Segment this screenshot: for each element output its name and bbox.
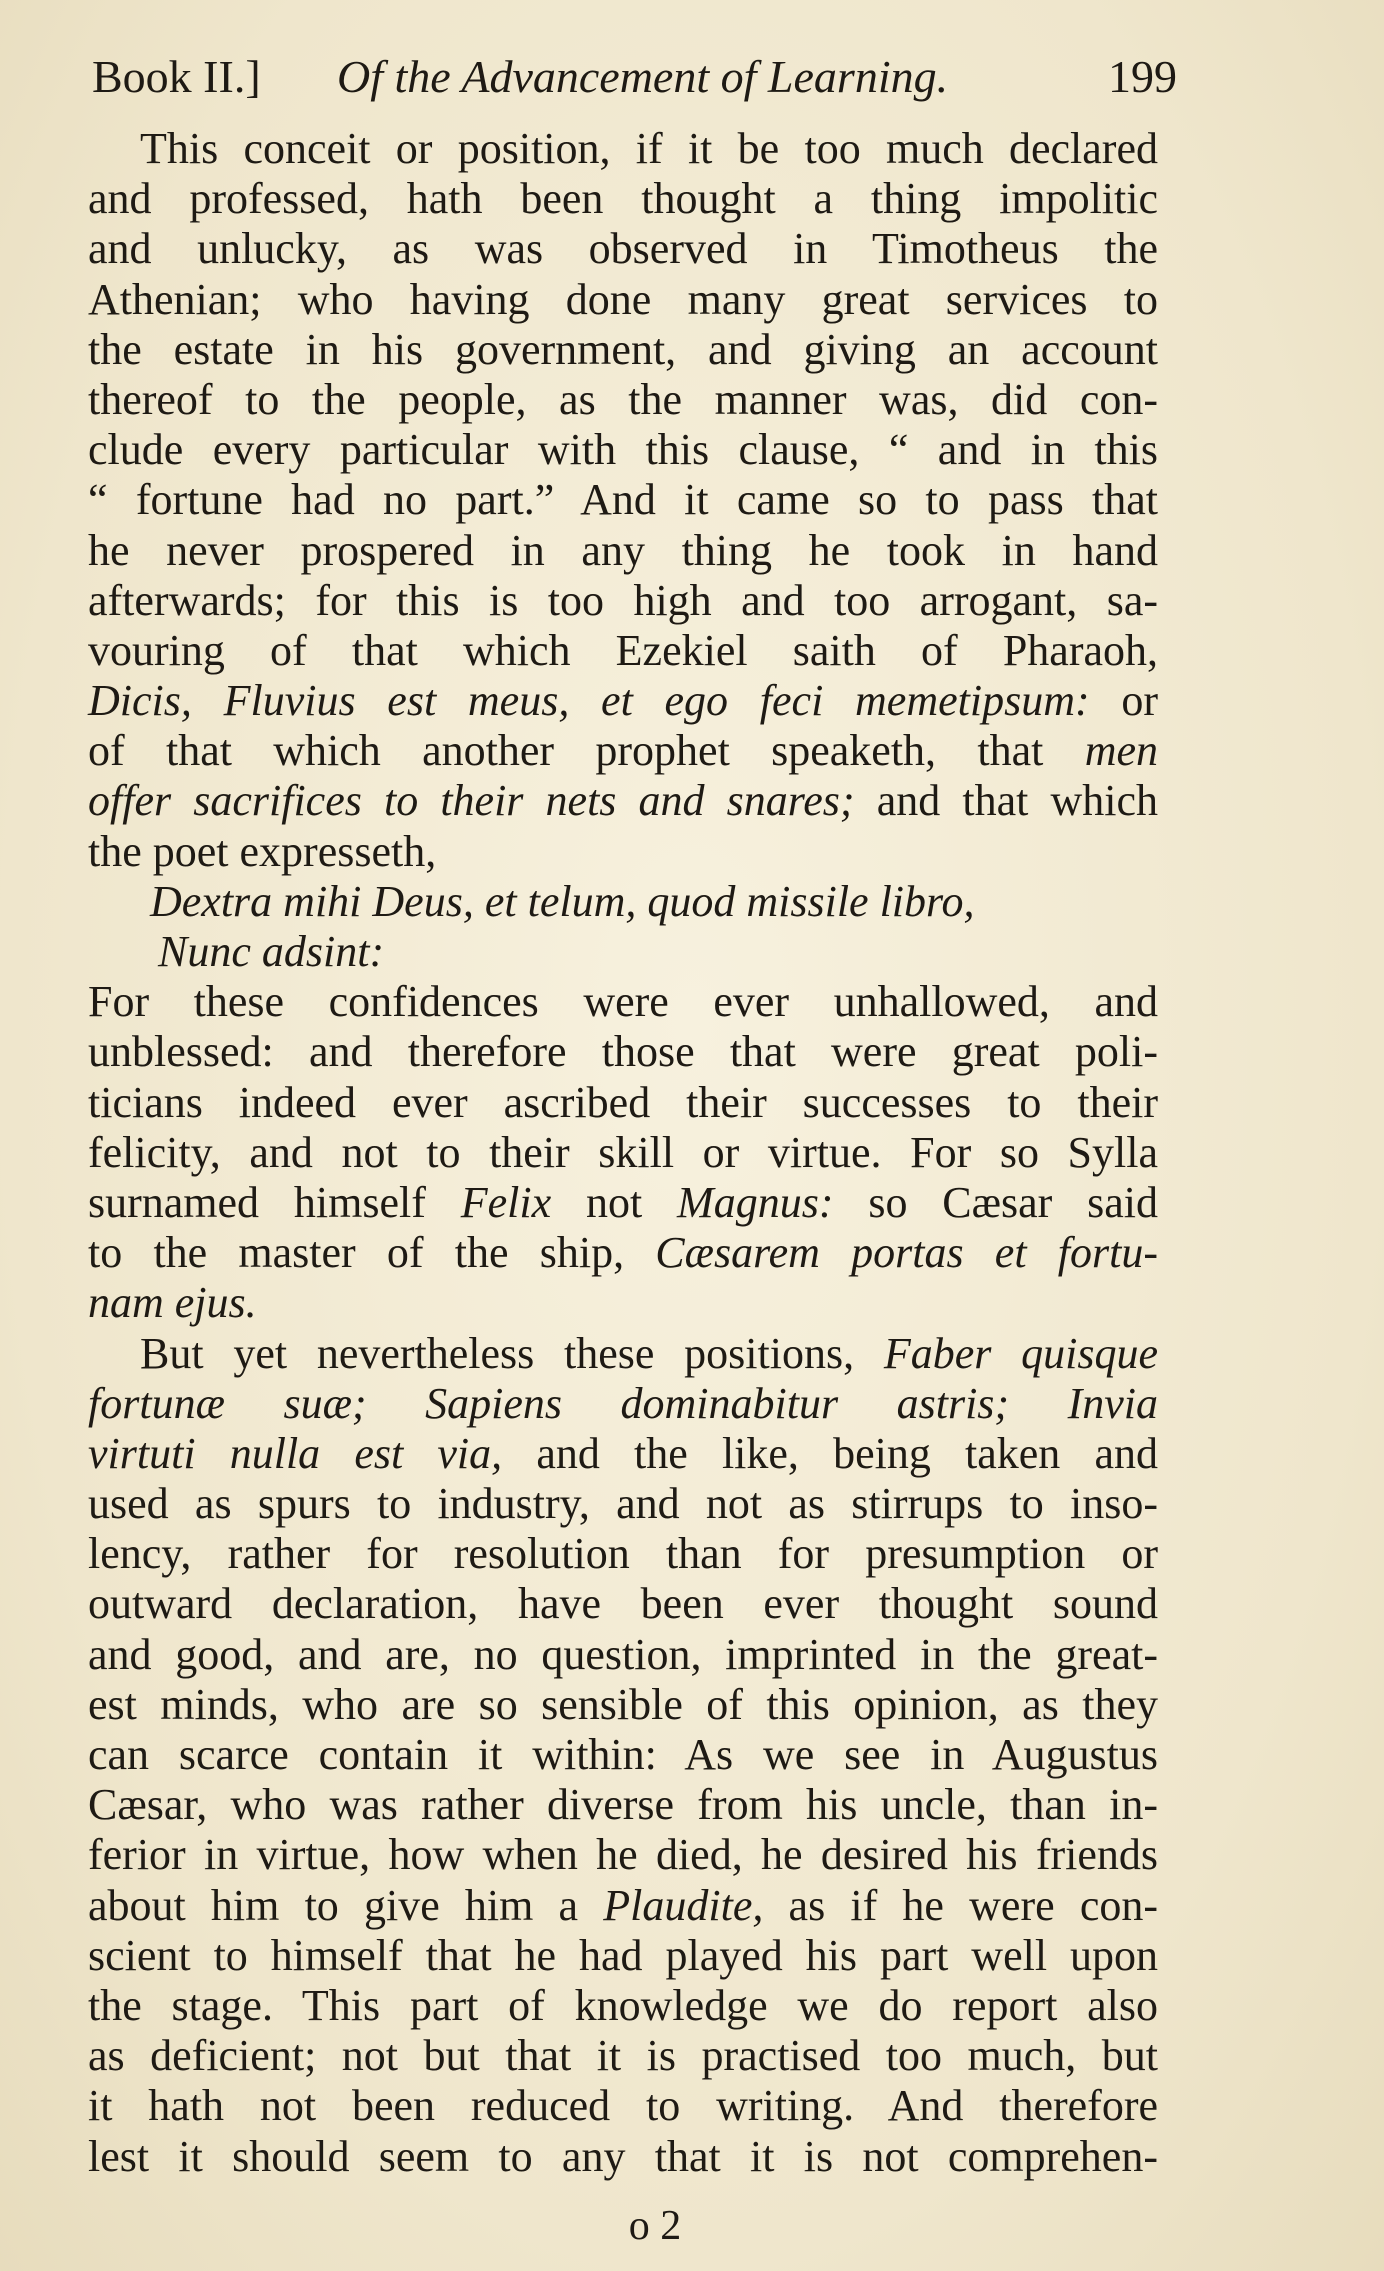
text-line: unblessed: and therefore those that were great poli- bbox=[88, 1027, 1158, 1077]
text-line: used as spurs to industry, and not as stirrups to inso- bbox=[88, 1479, 1158, 1529]
text-line: Dicis, Fluvius est meus, et ego feci memetipsum: or bbox=[88, 676, 1158, 726]
text-line: ticians indeed ever ascribed their successes to their bbox=[88, 1077, 1158, 1127]
text-line: nam ejus. bbox=[88, 1278, 257, 1328]
page-body bbox=[88, 124, 1158, 2182]
text-line: afterwards; for this is too high and too arrogant, sa- bbox=[88, 575, 1158, 625]
verse-line: Nunc adsint: bbox=[158, 927, 385, 976]
text-line: lest it should seem to any that it is not comprehen- bbox=[88, 2131, 1158, 2181]
text-line: felicity, and not to their skill or virtue. For so Sylla bbox=[88, 1127, 1158, 1177]
text-line: the poet expresseth, bbox=[88, 826, 437, 876]
text-line: and good, and are, no question, imprinted in the great- bbox=[88, 1629, 1158, 1679]
text-line: vouring of that which Ezekiel saith of Pharaoh, bbox=[88, 625, 1158, 675]
text-line: thereof to the people, as the manner was, did con- bbox=[88, 374, 1158, 424]
text-line: offer sacrifices to their nets and snares; and that which bbox=[88, 776, 1158, 826]
text-line: as deficient; not but that it is practised too much, but bbox=[88, 2031, 1158, 2081]
text-line: Athenian; who having done many great services to bbox=[88, 274, 1158, 324]
text-line: can scarce contain it within: As we see in Augustus bbox=[88, 1730, 1158, 1779]
text-line: to the master of the ship, Cæsarem portas et fortu- bbox=[88, 1228, 1159, 1278]
verse-line: Dextra mihi Deus, et telum, quod missile libro, bbox=[150, 876, 975, 926]
text-line: and professed, hath been thought a thing impolitic bbox=[88, 174, 1158, 224]
running-header bbox=[92, 42, 1177, 112]
text-line: outward declaration, have been ever thought sound bbox=[88, 1579, 1158, 1629]
text-line: But yet nevertheless these positions, Faber quisque bbox=[140, 1328, 1158, 1378]
text-line: ferior in virtue, how when he died, he desired his friends bbox=[88, 1830, 1158, 1880]
text-line: about him to give him a Plaudite, as if he were con- bbox=[88, 1880, 1158, 1930]
text-line: est minds, who are so sensible of this opinion, as they bbox=[88, 1679, 1158, 1729]
text-line: the stage. This part of knowledge we do report also bbox=[88, 1980, 1158, 2030]
text-line: lency, rather for resolution than for presumption or bbox=[88, 1529, 1158, 1579]
text-line: This conceit or position, if it be too much declared bbox=[140, 124, 1158, 173]
book-section-label: Book II.] bbox=[92, 51, 261, 102]
text-line: “ fortune had no part.” And it came so to pass that bbox=[88, 475, 1158, 525]
text-line: surnamed himself Felix not Magnus: so Cæsar said bbox=[88, 1177, 1159, 1227]
page-number: 199 bbox=[1108, 51, 1177, 102]
text-line: Cæsar, who was rather diverse from his uncle, than in- bbox=[88, 1780, 1158, 1830]
text-line: scient to himself that he had played his part well upon bbox=[88, 1930, 1158, 1980]
text-line: of that which another prophet speaketh, that men bbox=[88, 726, 1158, 776]
text-line: fortunæ suæ; Sapiens dominabitur astris; Invia bbox=[88, 1378, 1158, 1428]
text-line: and unlucky, as was observed in Timotheus the bbox=[88, 224, 1158, 274]
text-line: it hath not been reduced to writing. And therefore bbox=[88, 2081, 1158, 2131]
signature-mark: o 2 bbox=[628, 2203, 682, 2249]
text-line: he never prospered in any thing he took in hand bbox=[88, 525, 1158, 575]
text-line: For these confidences were ever unhallowed, and bbox=[88, 977, 1158, 1027]
text-line: clude every particular with this clause, “ and in this bbox=[88, 425, 1158, 475]
running-title: Of the Advancement of Learning. bbox=[337, 51, 949, 102]
text-line: virtuti nulla est via, and the like, being taken and bbox=[88, 1428, 1159, 1478]
text-line: the estate in his government, and giving an account bbox=[88, 324, 1158, 374]
